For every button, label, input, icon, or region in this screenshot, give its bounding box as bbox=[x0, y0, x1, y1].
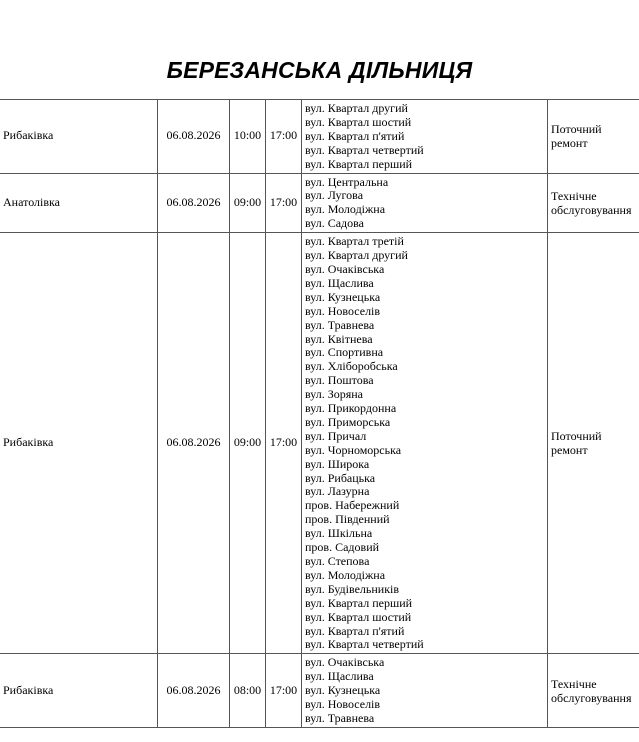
street-item: вул. Щаслива bbox=[305, 275, 374, 290]
work-type-cell: Технічне обслуговування bbox=[548, 173, 639, 233]
street-item: вул. Поштова bbox=[305, 373, 374, 388]
street-item: вул. Лугова bbox=[305, 188, 364, 203]
table-row bbox=[0, 233, 639, 654]
street-item: вул. Квартал четвертий bbox=[305, 637, 424, 652]
street-item: вул. Шкільна bbox=[305, 526, 373, 541]
outage-schedule-table bbox=[0, 99, 639, 728]
end-time-cell: 17:00 bbox=[266, 100, 302, 174]
end-time-cell: 17:00 bbox=[266, 233, 302, 654]
street-item: вул. Степова bbox=[305, 554, 370, 568]
settlement-cell: Рибаківка bbox=[0, 654, 158, 728]
street-item: пров. Садовий bbox=[305, 540, 380, 555]
street-item: вул. Травнева bbox=[305, 317, 375, 332]
start-time-cell: 10:00 bbox=[230, 100, 266, 174]
street-item: вул. Кузнецька bbox=[305, 289, 381, 304]
street-item: вул. Квартал другий bbox=[305, 248, 408, 263]
table-row bbox=[0, 173, 639, 233]
street-item: вул. Широка bbox=[305, 456, 370, 471]
streets-cell bbox=[302, 100, 548, 174]
street-item: вул. Садова bbox=[305, 216, 364, 231]
start-time-cell: 09:00 bbox=[230, 233, 266, 654]
settlement-cell: Рибаківка bbox=[0, 233, 158, 654]
street-item: пров. Південний bbox=[305, 512, 390, 527]
street-item: вул. Квартал перший bbox=[305, 595, 413, 610]
streets-cell bbox=[302, 173, 548, 233]
streets-cell bbox=[302, 654, 548, 728]
street-item: вул. Прикордонна bbox=[305, 401, 397, 416]
street-item: пров. Набережний bbox=[305, 498, 400, 513]
street-item: вул. Зоряна bbox=[305, 387, 363, 402]
street-item: вул. Квартал шостий bbox=[305, 609, 412, 624]
date-cell: 06.08.2026 bbox=[158, 100, 230, 174]
date-cell: 06.08.2026 bbox=[158, 173, 230, 233]
street-item: вул. Щаслива bbox=[305, 669, 374, 684]
street-item: вул. Причал bbox=[305, 428, 367, 443]
settlement-cell: Рибаківка bbox=[0, 100, 158, 174]
street-item: вул. Чорноморська bbox=[305, 442, 402, 457]
street-item: вул. Центральна bbox=[305, 174, 389, 189]
settlement-cell: Анатолівка bbox=[0, 173, 158, 233]
street-item: вул. Квартал четвертий bbox=[305, 142, 424, 157]
work-type-cell: Технічне обслуговування bbox=[548, 654, 639, 728]
street-item: вул. Квартал третій bbox=[305, 234, 404, 249]
street-item: вул. Очаківська bbox=[305, 655, 385, 670]
street-item: вул. Новоселів bbox=[305, 303, 381, 318]
street-item: вул. Квартал п'ятий bbox=[305, 623, 405, 638]
end-time-cell: 17:00 bbox=[266, 173, 302, 233]
date-cell: 06.08.2026 bbox=[158, 233, 230, 654]
street-item: вул. Молодіжна bbox=[305, 202, 386, 217]
work-type-cell: Поточний ремонт bbox=[548, 233, 639, 654]
work-type-cell: Поточний ремонт bbox=[548, 100, 639, 174]
street-item: вул. Квітнева bbox=[305, 331, 373, 346]
street-item: вул. Очаківська bbox=[305, 261, 385, 276]
table-row bbox=[0, 100, 639, 174]
table-row bbox=[0, 654, 639, 728]
street-item: вул. Квартал шостий bbox=[305, 114, 412, 129]
street-item: вул. Квартал другий bbox=[305, 101, 408, 115]
street-item: вул. Спортивна bbox=[305, 345, 384, 360]
street-item: вул. Приморська bbox=[305, 414, 391, 429]
streets-cell bbox=[302, 233, 548, 654]
street-item: вул. Хліборобська bbox=[305, 359, 398, 374]
street-item: вул. Рибацька bbox=[305, 470, 376, 485]
street-item: вул. Кузнецька bbox=[305, 683, 381, 698]
street-item: вул. Лазурна bbox=[305, 484, 370, 499]
street-item: вул. Новоселів bbox=[305, 697, 381, 712]
end-time-cell: 17:00 bbox=[266, 654, 302, 728]
street-item: вул. Будівельників bbox=[305, 581, 400, 596]
date-cell: 06.08.2026 bbox=[158, 654, 230, 728]
start-time-cell: 09:00 bbox=[230, 173, 266, 233]
street-item: вул. Квартал п'ятий bbox=[305, 128, 405, 143]
street-item: вул. Травнева bbox=[305, 710, 375, 725]
street-item: вул. Квартал перший bbox=[305, 156, 413, 171]
page-title: БЕРЕЗАНСЬКА ДІЛЬНИЦЯ bbox=[166, 57, 473, 83]
street-item: вул. Молодіжна bbox=[305, 567, 386, 582]
start-time-cell: 08:00 bbox=[230, 654, 266, 728]
